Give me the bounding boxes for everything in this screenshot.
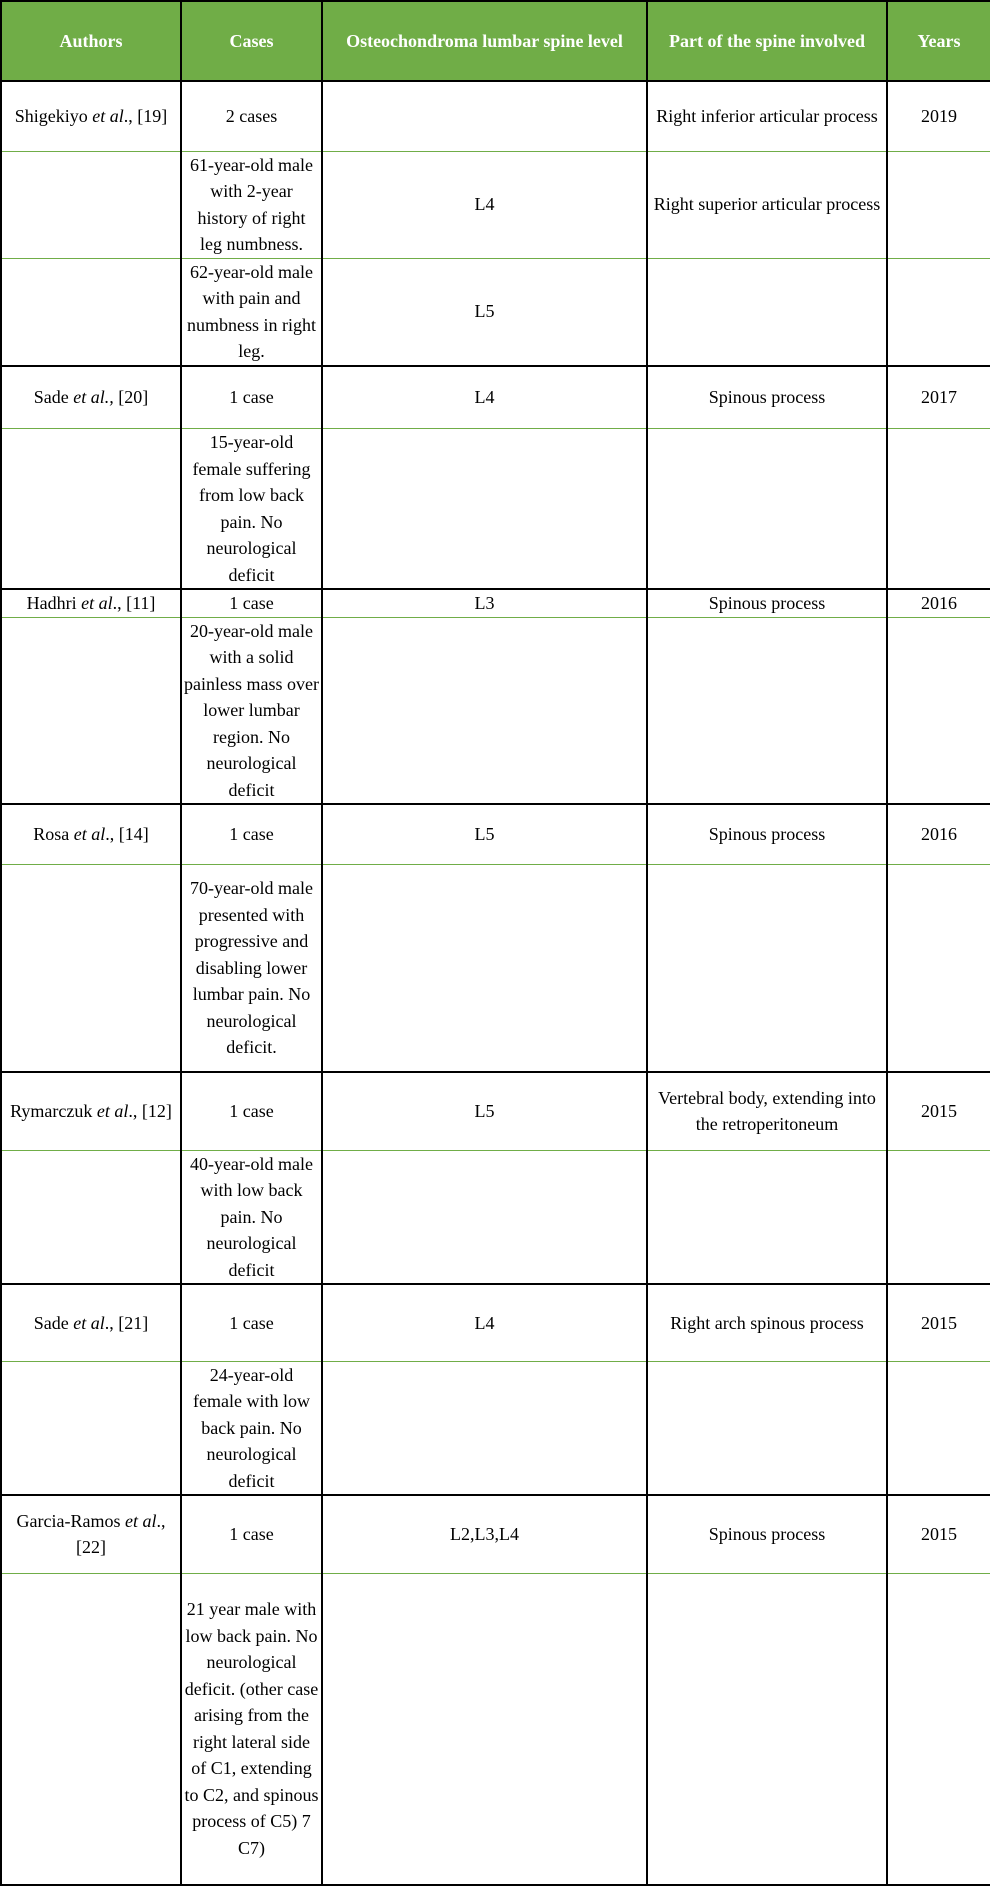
year-cell: 2015	[887, 1284, 990, 1361]
part-cell	[647, 429, 887, 590]
author-cell	[1, 1150, 181, 1284]
year-cell: 2015	[887, 1072, 990, 1150]
case-description: 24-year-old female with low back pain. No neurological deficit	[181, 1361, 322, 1495]
table-row	[1, 1495, 990, 1573]
part-cell	[647, 1361, 887, 1495]
author-cell	[1, 617, 181, 804]
case-description: 40-year-old male with low back pain. No neurological deficit	[181, 1150, 322, 1284]
cases-cell: 1 case	[181, 1072, 322, 1150]
level-cell: L5	[322, 258, 647, 366]
author-cell: Sade et al., [20]	[1, 366, 181, 429]
year-cell	[887, 258, 990, 366]
author-cell: Shigekiyo et al., [19]	[1, 81, 181, 151]
year-cell	[887, 617, 990, 804]
case-description: 15-year-old female suffering from low back pain. No neurological deficit	[181, 429, 322, 590]
part-cell	[647, 864, 887, 1072]
table-row	[1, 1573, 990, 1885]
level-cell	[322, 1150, 647, 1284]
year-cell	[887, 1361, 990, 1495]
cases-cell: 1 case	[181, 366, 322, 429]
author-cell	[1, 1573, 181, 1885]
level-cell	[322, 1573, 647, 1885]
table-row	[1, 617, 990, 804]
level-cell: L3	[322, 589, 647, 617]
header-part: Part of the spine involved	[647, 1, 887, 81]
cases-cell: 1 case	[181, 804, 322, 864]
cases-cell: 2 cases	[181, 81, 322, 151]
table-row	[1, 429, 990, 590]
level-cell	[322, 864, 647, 1072]
year-cell: 2019	[887, 81, 990, 151]
part-cell: Vertebral body, extending into the retroperitoneum	[647, 1072, 887, 1150]
level-cell: L2,L3,L4	[322, 1495, 647, 1573]
author-cell: Garcia-Ramos et al., [22]	[1, 1495, 181, 1573]
author-cell	[1, 429, 181, 590]
part-cell: Right inferior articular process	[647, 81, 887, 151]
header-cases: Cases	[181, 1, 322, 81]
part-cell: Spinous process	[647, 366, 887, 429]
author-cell	[1, 1361, 181, 1495]
author-cell: Hadhri et al., [11]	[1, 589, 181, 617]
year-cell	[887, 1573, 990, 1885]
level-cell	[322, 617, 647, 804]
author-cell: Rymarczuk et al., [12]	[1, 1072, 181, 1150]
case-description: 20-year-old male with a solid painless mass over lower lumbar region. No neurological deficit	[181, 617, 322, 804]
table-row	[1, 864, 990, 1072]
part-cell	[647, 1573, 887, 1885]
level-cell: L5	[322, 1072, 647, 1150]
level-cell: L4	[322, 151, 647, 258]
author-cell	[1, 864, 181, 1072]
author-cell	[1, 258, 181, 366]
level-cell	[322, 1361, 647, 1495]
part-cell	[647, 617, 887, 804]
table-row	[1, 1284, 990, 1361]
author-cell	[1, 151, 181, 258]
part-cell	[647, 1150, 887, 1284]
case-description: 70-year-old male presented with progressive and disabling lower lumbar pain. No neurological deficit.	[181, 864, 322, 1072]
part-cell: Spinous process	[647, 804, 887, 864]
year-cell	[887, 151, 990, 258]
year-cell: 2017	[887, 366, 990, 429]
author-cell: Sade et al., [21]	[1, 1284, 181, 1361]
year-cell: 2015	[887, 1495, 990, 1573]
header-years: Years	[887, 1, 990, 81]
year-cell	[887, 864, 990, 1072]
case-description: 21 year male with low back pain. No neurological deficit. (other case arising from the right lateral side of C1, extending to C2, and spinous process of C5) 7 C7)	[181, 1573, 322, 1885]
table-row	[1, 366, 990, 429]
year-cell	[887, 429, 990, 590]
year-cell: 2016	[887, 804, 990, 864]
part-cell: Right arch spinous process	[647, 1284, 887, 1361]
table-row	[1, 258, 990, 366]
header-row	[1, 1, 990, 81]
level-cell	[322, 429, 647, 590]
part-cell: Spinous process	[647, 1495, 887, 1573]
part-cell: Spinous process	[647, 589, 887, 617]
author-cell: Rosa et al., [14]	[1, 804, 181, 864]
table-row	[1, 151, 990, 258]
table-header	[1, 1, 990, 81]
case-description: 61-year-old male with 2-year history of right leg numbness.	[181, 151, 322, 258]
table-row	[1, 1361, 990, 1495]
year-cell: 2016	[887, 589, 990, 617]
table-row	[1, 1072, 990, 1150]
level-cell: L4	[322, 1284, 647, 1361]
cases-cell: 1 case	[181, 1284, 322, 1361]
year-cell	[887, 1150, 990, 1284]
cases-cell: 1 case	[181, 1495, 322, 1573]
level-cell: L4	[322, 366, 647, 429]
case-description: 62-year-old male with pain and numbness in right leg.	[181, 258, 322, 366]
part-cell: Right superior articular process	[647, 151, 887, 258]
level-cell	[322, 81, 647, 151]
table-row	[1, 81, 990, 151]
level-cell: L5	[322, 804, 647, 864]
header-authors: Authors	[1, 1, 181, 81]
header-level: Osteochondroma lumbar spine level	[322, 1, 647, 81]
table-row	[1, 804, 990, 864]
table-row	[1, 589, 990, 617]
cases-cell: 1 case	[181, 589, 322, 617]
table-body	[1, 81, 990, 1885]
part-cell	[647, 258, 887, 366]
table-row	[1, 1150, 990, 1284]
